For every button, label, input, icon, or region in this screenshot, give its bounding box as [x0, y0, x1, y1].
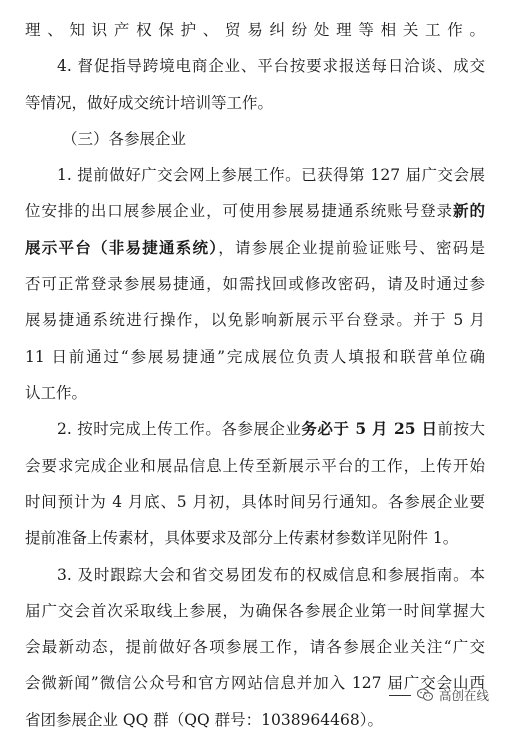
wechat-icon: [417, 688, 433, 702]
text-line: 4. 督促指导跨境电商企业、平台按要求报送每日洽谈、成交: [57, 57, 485, 75]
text-line: 届广交会首次采取线上参展，为确保各参展企业第一时间掌握大: [25, 602, 485, 620]
text-span: 位安排的出口展参展企业，可使用参展易捷通系统账号登录: [25, 202, 454, 220]
text-span: 2. 按时完成上传工作。各参展企业: [57, 420, 302, 438]
source-watermark: [389, 683, 489, 707]
text-line: 时间预计为 4 月底、5 月初，具体时间另行通知。各参展企业要: [25, 493, 485, 511]
bold-text: 新的: [453, 201, 485, 220]
text-line: [57, 419, 485, 441]
text-line: 展易捷通系统进行操作，以免影响新展示平台登录。并于 5 月: [25, 311, 485, 329]
dash-divider: [389, 695, 411, 696]
text-line: 会最新动态，提前做好各项参展工作，请各参展企业关注“广交: [25, 638, 485, 656]
text-line: [25, 238, 485, 260]
text-line: 会要求完成企业和展品信息上传至新展示平台的工作，上传开始: [25, 457, 485, 475]
section-heading: （三）各参展企业: [62, 130, 187, 148]
text-line: 等情况，做好成交统计培训等工作。: [25, 94, 274, 112]
text-line: 认工作。: [25, 384, 88, 402]
text-line: 理、知识产权保护、贸易纠纷处理等相关工作。: [25, 21, 485, 39]
text-line: 省团参展企业 QQ 群（QQ 群号：1038964468）。: [25, 711, 383, 729]
text-line: 会微新闻”微信公众号和官方网站信息并加入 127 届广交会山西: [25, 674, 485, 692]
source-name: 高创在线: [438, 688, 489, 703]
text-line: 否可正常登录参展易捷通，如需找回或修改密码，请及时通过参: [25, 275, 485, 293]
bold-text: 展示平台（非易捷通系统）: [25, 238, 219, 257]
bold-text: 务必于 5 月 25 日: [301, 419, 438, 438]
text-span: ，请参展企业提前验证账号、密码是: [218, 239, 485, 257]
text-line: 1. 提前做好广交会网上参展工作。已获得第 127 届广交会展: [57, 166, 485, 184]
text-line: 提前准备上传素材，具体要求及部分上传素材参数详见附件 1。: [25, 529, 459, 547]
text-span: 前按大: [437, 420, 485, 438]
text-line: 3. 及时跟踪大会和省交易团发布的权威信息和参展指南。本: [57, 566, 485, 584]
text-line: [25, 201, 485, 223]
text-line: 11 日前通过“参展易捷通”完成展位负责人填报和联营单位确: [25, 348, 485, 366]
